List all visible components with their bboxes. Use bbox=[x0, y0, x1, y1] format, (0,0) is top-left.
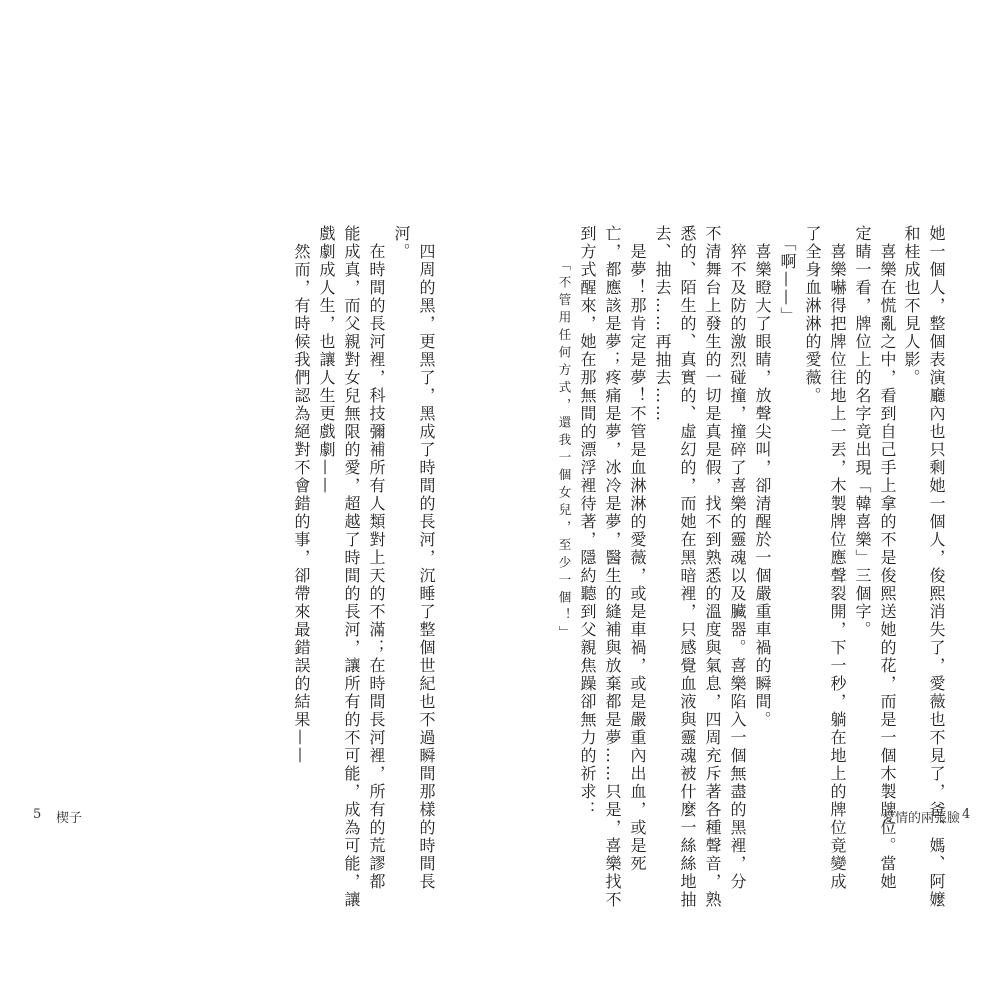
page-number-right: 4 bbox=[962, 807, 971, 822]
text-column: 能成真，而父親對女兒無限的愛，超越了時間的長河，讓所有的不可能，成為可能，讓 bbox=[342, 225, 361, 909]
text-column: 在時間的長河裡，科技彌補所有人類對上天的不滿；在時間長河裡，所有的荒謬都 bbox=[367, 225, 386, 891]
text-column: 了全身血淋淋的愛薇。 bbox=[803, 225, 822, 405]
text-column: 四周的黑，更黑了，黑成了時間的長河，沉睡了整個世紀也不過瞬間那樣的時間長 bbox=[417, 225, 436, 891]
page-number-left: 5 bbox=[33, 807, 42, 822]
text-column: 喜樂瞪大了眼睛，放聲尖叫，卻清醒於一個嚴重車禍的瞬間。 bbox=[753, 225, 772, 729]
quote-column: 「不管用任何方式，還我一個女兒，至少一個！」 bbox=[557, 258, 572, 643]
text-column: 她一個人，整個表演廳內也只剩她一個人，俊熙消失了，愛薇也不見了，爸、媽、阿嬤 bbox=[927, 225, 946, 909]
text-column: 和桂成也不見人影。 bbox=[902, 225, 921, 387]
chapter-title: 楔子 bbox=[56, 811, 83, 826]
text-column: 喜樂在慌亂之中，看到自己手上拿的不是俊熙送她的花，而是一個木製牌位。當她 bbox=[878, 225, 897, 891]
text-column: 不清舞台上發生的一切是真是假，找不到熟悉的溫度與氣息，四周充斥著各種聲音，熟 bbox=[703, 225, 722, 909]
text-column: 戲劇成人生，也讓人生更戲劇—— bbox=[317, 225, 336, 495]
text-column: 喜樂嚇得把牌位往地上一丟，木製牌位應聲裂開，下一秒，躺在地上的牌位竟變成 bbox=[828, 225, 847, 891]
text-column: 河。 bbox=[392, 225, 411, 261]
text-column: 悉的、陌生的、真實的、虛幻的，而她在黑暗裡，只感覺血液與靈魂被什麼一絲絲地抽 bbox=[678, 225, 697, 909]
text-column: 是夢！那肯定是夢！不管是血淋淋的愛薇，或是車禍，或是嚴重內出血，或是死 bbox=[628, 225, 647, 873]
text-column: 「啊——」 bbox=[778, 225, 797, 325]
text-column: 去、抽去……再抽去…… bbox=[653, 225, 672, 423]
text-column: 猝不及防的激烈碰撞，撞碎了喜樂的靈魂以及臟器。喜樂陷入一個無盡的黑裡，分 bbox=[728, 225, 747, 891]
book-title: 愛情的兩張臉 bbox=[882, 811, 961, 826]
text-column: 然而，有時候我們認為絕對不會錯的事，卻帶來最錯誤的結果—— bbox=[292, 225, 311, 765]
text-column: 到方式醒來，她在那無間的漂浮裡待著，隱約聽到父親焦躁卻無力的祈求： bbox=[578, 225, 597, 819]
text-column: 亡，都應該是夢；疼痛是夢，冰冷是夢，醫生的縫補與放棄都是夢……只是，喜樂找不 bbox=[603, 225, 622, 909]
text-column: 定睛一看，牌位上的名字竟出現「韓喜樂」三個字。 bbox=[853, 225, 872, 639]
